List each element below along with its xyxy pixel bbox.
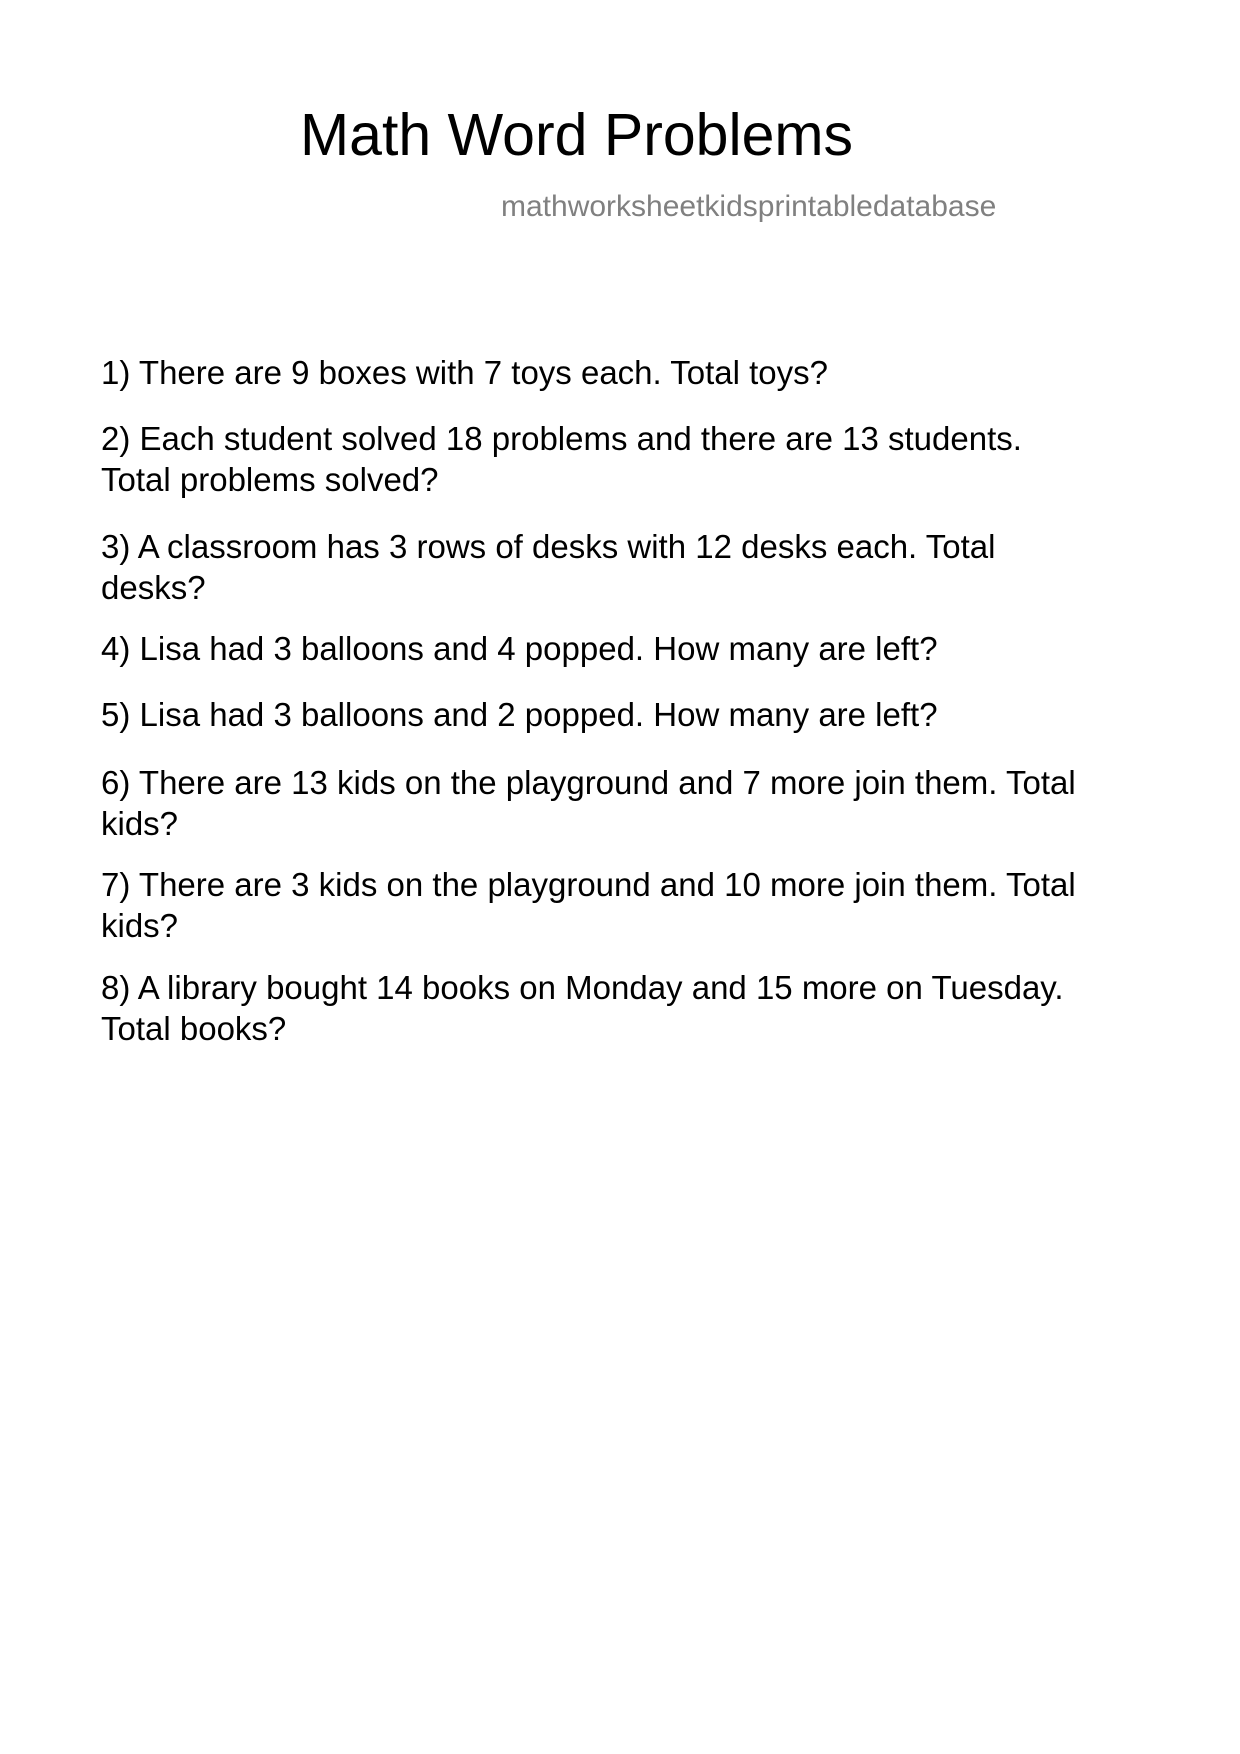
- problem-text: 1) There are 9 boxes with 7 toys each. Total toys?: [101, 354, 829, 391]
- problem-text: 2) Each student solved 18 problems and there are 13 students.: [101, 420, 1022, 457]
- problem-4: [101, 628, 938, 669]
- problem-text: 6) There are 13 kids on the playground and 7 more join them. Total: [101, 764, 1076, 801]
- problem-6: [101, 762, 1076, 844]
- problem-2: [101, 418, 1022, 500]
- problem-text-continued: kids?: [101, 805, 179, 842]
- problem-text: 5) Lisa had 3 balloons and 2 popped. How many are left?: [101, 696, 938, 733]
- problem-3: [101, 526, 996, 608]
- problem-text: 8) A library bought 14 books on Monday and 15 more on Tuesday.: [101, 969, 1064, 1006]
- problem-text-continued: kids?: [101, 907, 179, 944]
- problem-5: [101, 694, 938, 735]
- problem-text: 3) A classroom has 3 rows of desks with 12 desks each. Total: [101, 528, 996, 565]
- problem-text: 7) There are 3 kids on the playground and 10 more join them. Total: [101, 866, 1076, 903]
- problem-text: 4) Lisa had 3 balloons and 4 popped. How many are left?: [101, 630, 938, 667]
- problem-text-continued: Total problems solved?: [101, 461, 439, 498]
- source-subtitle: mathworksheetkidsprintabledatabase: [501, 190, 997, 223]
- problem-7: [101, 864, 1076, 946]
- page-title: Math Word Problems: [300, 102, 854, 168]
- problem-text-continued: Total books?: [101, 1010, 287, 1047]
- problem-8: [101, 967, 1064, 1049]
- problem-text-continued: desks?: [101, 569, 206, 606]
- problem-1: [101, 352, 828, 393]
